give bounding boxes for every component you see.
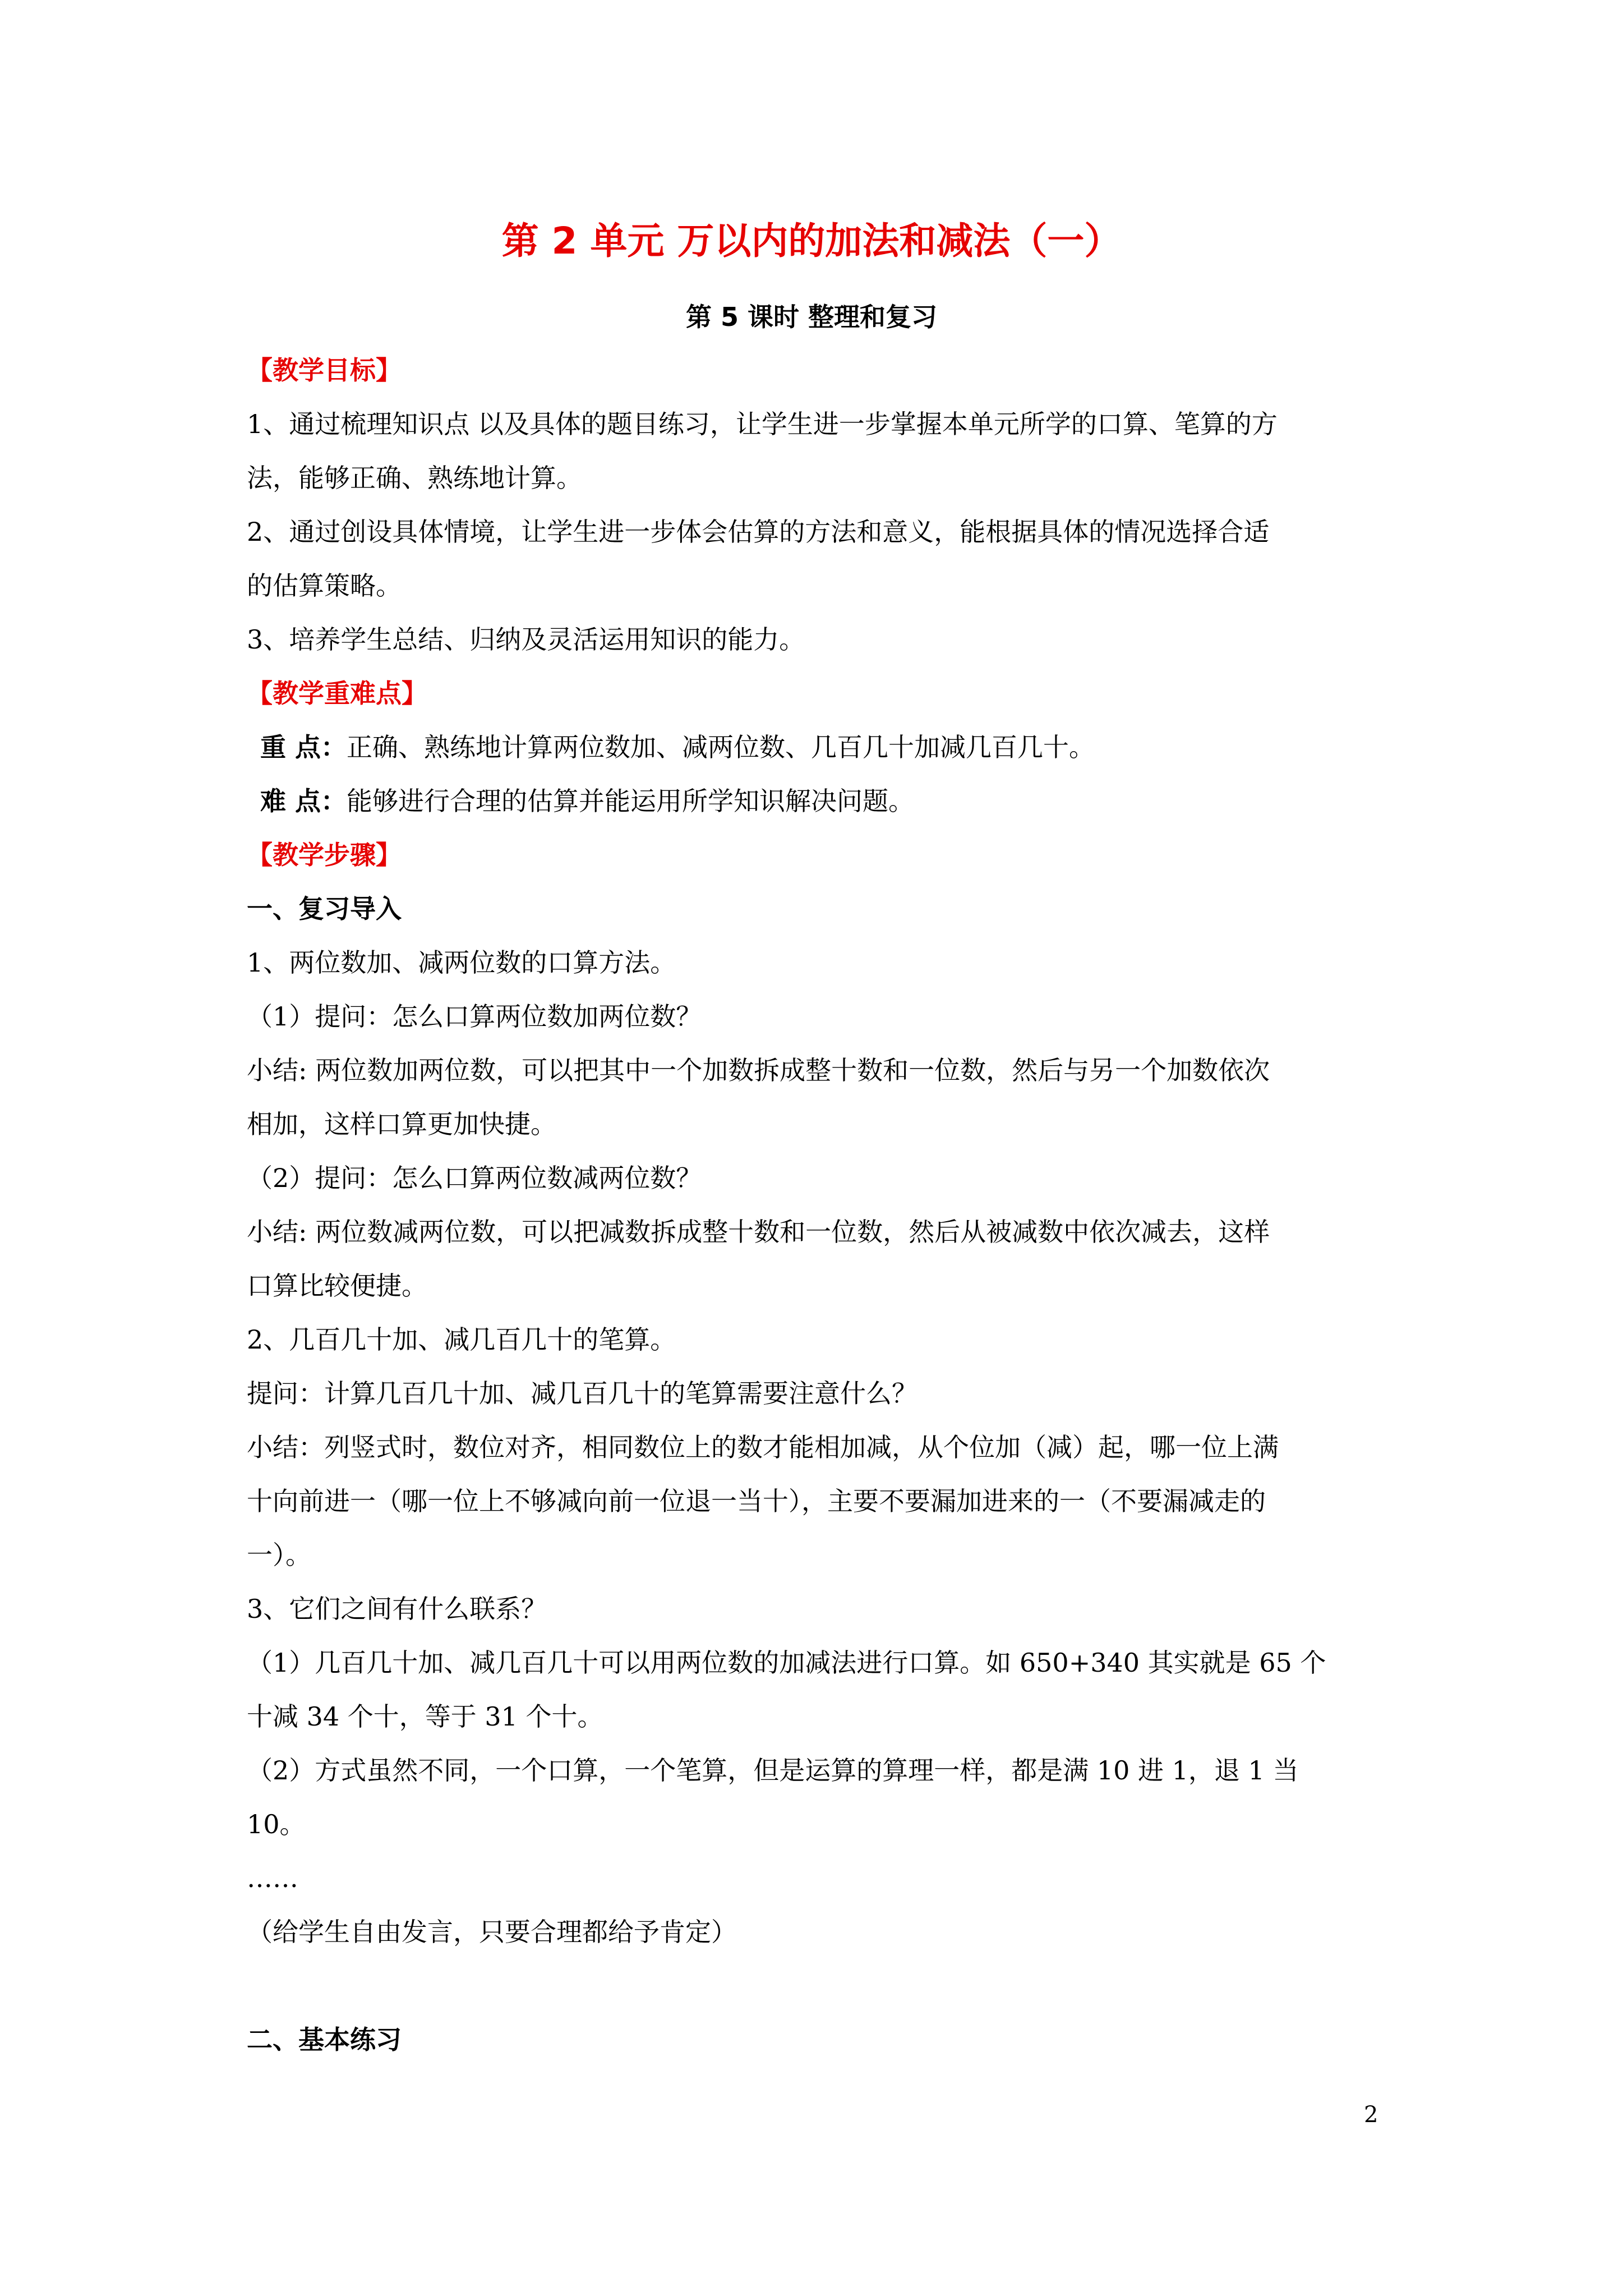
keypoints-heading: 【教学重难点】	[247, 678, 427, 708]
difficult-point	[247, 774, 1391, 828]
part-2-heading: 二、基本练习	[247, 2024, 402, 2055]
teacher-note: （给学生自由发言，只要合理都给予肯定）	[247, 1917, 737, 1947]
item-1-summary-2-line-1: 小结: 两位数减两位数，可以把减数拆成整十数和一位数，然后从被减数中依次减去，这样	[247, 1217, 1270, 1247]
lesson-subtitle: 第 5 课时 整理和复习	[685, 302, 938, 332]
goal-1-line-1: 1、通过梳理知识点 以及具体的题目练习，让学生进一步掌握本单元所学的口算、笔算的方	[247, 409, 1278, 439]
item-3-point-1-line-1: （1）几百几十加、减几百几十可以用两位数的加减法进行口算。如 650+340 其实就是 65 个	[247, 1648, 1326, 1678]
item-1-summary-2-line-2: 口算比较便捷。	[247, 1271, 427, 1301]
difficult-point-text: 能够进行合理的估算并能运用所学知识解决问题。	[347, 786, 915, 816]
goal-1-line-2: 法，能够正确、熟练地计算。	[247, 463, 582, 493]
item-1-summary-1-line-1: 小结: 两位数加两位数，可以把其中一个加数拆成整十数和一位数，然后与另一个加数依次	[247, 1055, 1270, 1085]
key-point-text: 正确、熟练地计算两位数加、减两位数、几百几十加减几百几十。	[347, 732, 1095, 762]
document-body	[247, 343, 1391, 2067]
item-2-question: 提问：计算几百几十加、减几百几十的笔算需要注意什么？	[247, 1378, 917, 1409]
goal-3: 3、培养学生总结、归纳及灵活运用知识的能力。	[247, 624, 805, 655]
part-1-heading: 一、复习导入	[247, 894, 402, 924]
goals-heading: 【教学目标】	[247, 355, 402, 385]
item-3: 3、它们之间有什么联系？	[247, 1594, 547, 1624]
key-point-label: 重 点：	[260, 732, 347, 762]
page-title: 第 2 单元 万以内的加法和减法（一）	[501, 219, 1122, 263]
item-2: 2、几百几十加、减几百几十的笔算。	[247, 1324, 676, 1355]
item-2-summary-line-3: 一）。	[247, 1540, 311, 1570]
item-1-question-1: （1）提问：怎么口算两位数加两位数？	[247, 1001, 702, 1032]
goal-2-line-2: 的估算策略。	[247, 570, 402, 601]
item-1-question-2: （2）提问：怎么口算两位数减两位数？	[247, 1163, 702, 1193]
page-number: 2	[1364, 2102, 1378, 2128]
item-3-point-2-line-1: （2）方式虽然不同，一个口算，一个笔算，但是运算的算理一样，都是满 10 进 1，退 1 当	[247, 1755, 1299, 1786]
item-2-summary-line-1: 小结：列竖式时，数位对齐，相同数位上的数才能相加减，从个位加（减）起，哪一位上满	[247, 1432, 1279, 1462]
spacer	[247, 1959, 1391, 2013]
steps-heading: 【教学步骤】	[247, 840, 402, 870]
key-point	[247, 720, 1391, 774]
item-1-summary-1-line-2: 相加，这样口算更加快捷。	[247, 1109, 556, 1139]
goal-2-line-1: 2、通过创设具体情境，让学生进一步体会估算的方法和意义，能根据具体的情况选择合适	[247, 517, 1270, 547]
ellipsis: ……	[247, 1863, 298, 1893]
item-3-point-2-line-2: 10。	[247, 1809, 306, 1839]
item-1: 1、两位数加、减两位数的口算方法。	[247, 947, 676, 978]
item-3-point-1-line-2: 十减 34 个十，等于 31 个十。	[247, 1701, 603, 1732]
difficult-point-label: 难 点：	[260, 786, 347, 816]
item-2-summary-line-2: 十向前进一（哪一位上不够减向前一位退一当十），主要不要漏加进来的一（不要漏减走的	[247, 1486, 1266, 1516]
